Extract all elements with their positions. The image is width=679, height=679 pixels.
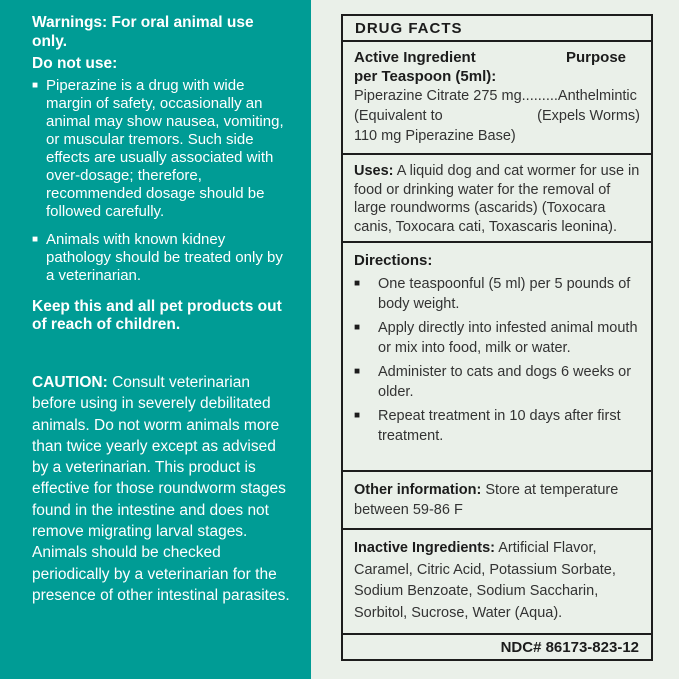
other-information-section <box>343 472 651 530</box>
expels-worms-text: (Expels Worms) <box>537 108 640 124</box>
active-ingredient-amount-line: Piperazine Citrate 275 mg.........Anthelmintic <box>354 88 637 104</box>
direction-text: One teaspoonful (5 ml) per 5 pounds of body weight. <box>378 276 631 312</box>
warnings-title: Warnings: For oral animal use only. <box>32 14 254 50</box>
active-ingredient-heading-line1: Active Ingredient <box>354 49 476 66</box>
list-item <box>354 318 640 358</box>
inactive-ingredients-text: Artificial Flavor, Caramel, Citric Acid, Potassium Sorbate, Sodium Benzoate, Sodium Saccharin, Sorbitol, Sucrose, Water (Aqua). <box>354 540 616 621</box>
bullet-icon: ■ <box>354 322 361 333</box>
list-item <box>32 231 291 285</box>
purpose-heading: Purpose <box>565 49 626 66</box>
bullet-icon: ■ <box>354 410 361 421</box>
bullet-icon: ■ <box>32 234 39 245</box>
uses-label: Uses: <box>354 163 394 179</box>
list-item <box>354 362 640 402</box>
inactive-ingredients-label: Inactive Ingredients: <box>354 540 496 556</box>
direction-text: Administer to cats and dogs 6 weeks or older. <box>378 364 632 400</box>
do-not-use-heading: Do not use: <box>32 55 118 72</box>
active-ingredient-heading-line2: per Teaspoon (5ml): <box>354 68 497 85</box>
caution-paragraph <box>32 372 291 606</box>
warnings-panel <box>0 0 311 679</box>
bullet-icon: ■ <box>354 366 361 377</box>
drug-facts-box <box>341 14 653 661</box>
drug-facts-title <box>343 16 651 42</box>
active-ingredient-header-row <box>354 48 640 86</box>
list-item <box>354 274 640 314</box>
bullet-icon: ■ <box>32 80 39 91</box>
active-ingredient-heading <box>354 48 496 86</box>
ndc-number: NDC# 86173-823-12 <box>500 638 639 656</box>
warnings-bullet-list <box>32 77 291 285</box>
warning-bullet-text: Animals with known kidney pathology should be treated only by a veterinarian. <box>46 231 283 284</box>
bullet-icon: ■ <box>354 278 361 289</box>
drug-facts-title-text: DRUG FACTS <box>355 19 463 37</box>
list-item <box>354 406 640 446</box>
direction-text: Repeat treatment in 10 days after first treatment. <box>378 408 621 444</box>
caution-text: Consult veterinarian before using in severely debilitated animals. Do not worm animals more than twice yearly except as advised by a veterinarian. This product is effective for those roundworm stages found in the intestine and does not remove migrating larval stages. Animals should be checked periodically by a veterinarian for the presence of other intestinal parasites. <box>32 374 290 604</box>
directions-list <box>354 274 640 446</box>
inactive-ingredients-section <box>343 530 651 635</box>
uses-text: A liquid dog and cat wormer for use in food or drinking water for the removal of large roundworms (ascarids) (Toxocara canis, Toxocara cati, Toxascaris leonina). <box>354 163 640 235</box>
other-information-label: Other information: <box>354 482 482 498</box>
direction-text: Apply directly into infested animal mouth or mix into food, milk or water. <box>378 320 638 356</box>
list-item <box>32 77 291 221</box>
active-ingredient-section <box>343 42 651 155</box>
equivalent-text: (Equivalent to <box>354 108 443 124</box>
directions-section <box>343 243 651 472</box>
keep-out-of-reach-text: Keep this and all pet products out of reach of children. <box>32 298 282 333</box>
drug-facts-panel <box>311 0 679 679</box>
active-ingredient-equivalent-row <box>354 106 640 126</box>
uses-section <box>343 155 651 243</box>
piperazine-base-line: 110 mg Piperazine Base) <box>354 128 516 144</box>
caution-label: CAUTION: <box>32 374 108 391</box>
directions-label: Directions: <box>354 252 433 269</box>
other-information-text: Store at temperature between 59-86 F <box>354 482 619 518</box>
ndc-row <box>343 635 651 659</box>
warning-bullet-text: Piperazine is a drug with wide margin of safety, occasionally an animal may show nausea, vomiting, or muscular tremors. Such side effects are usually associated with over-dosage; therefore, recommended dosage should be followed carefully. <box>46 77 284 220</box>
